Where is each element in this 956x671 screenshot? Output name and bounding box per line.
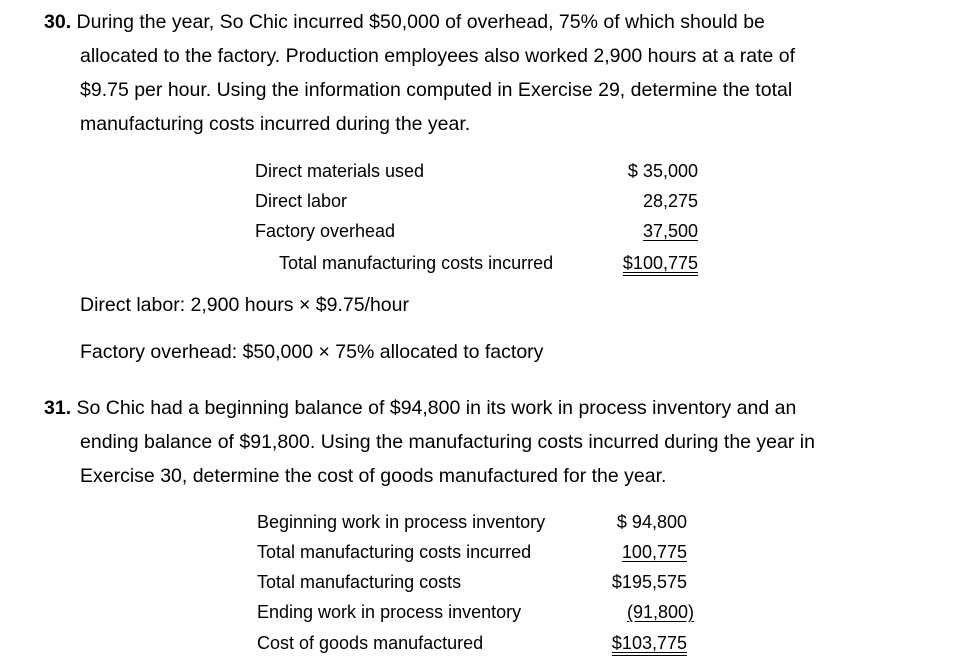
exercise-30-line-3: $9.75 per hour. Using the information computed in Exercise 29, determine the total [80,79,793,101]
row-label: Total manufacturing costs incurred [257,542,532,562]
exercise-31-line-2: ending balance of $91,800. Using the manufacturing costs incurred during the year in [80,431,815,453]
table-row [257,538,697,566]
exercise-30-line-1: 30. During the year, So Chic incurred $50,000 of overhead, 75% of which should be [44,11,765,33]
exercise-30-question [44,5,934,141]
exercise-31-table [257,508,697,663]
exercise-31-question [44,391,934,493]
table-row [257,568,697,596]
table-row [255,157,705,185]
row-amount: $100,775 [622,253,698,273]
exercise-30-table [255,157,705,281]
exercise-30-number: 30. [44,11,72,33]
row-label: Beginning work in process inventory [257,512,546,532]
exercise-31-line-3: Exercise 30, determine the cost of goods manufactured for the year. [80,465,667,487]
row-amount: 37,500 [642,221,698,241]
row-label: Direct labor [255,191,348,211]
table-row [255,187,705,215]
exercise-31-line-1: 31. So Chic had a beginning balance of $94,800 in its work in process inventory and an [44,397,797,419]
row-label: Factory overhead [255,221,396,241]
row-label: Direct materials used [255,161,425,181]
row-amount: (91,800) [626,602,694,622]
factory-overhead-note: Factory overhead: $50,000 × 75% allocated to factory [80,341,544,363]
row-amount: $195,575 [611,572,687,592]
row-label: Total manufacturing costs incurred [279,253,554,273]
row-label: Total manufacturing costs [257,572,462,592]
row-amount: $ 35,000 [627,161,698,181]
exercise-31-number: 31. [44,397,72,419]
row-amount: $103,775 [611,633,687,653]
row-amount: 100,775 [621,542,687,562]
table-row [257,598,697,626]
row-label: Cost of goods manufactured [257,633,484,653]
row-label: Ending work in process inventory [257,602,522,622]
table-row [255,217,705,245]
exercise-30-line-4: manufacturing costs incurred during the year. [80,113,471,135]
exercise-30-line-2: allocated to the factory. Production employees also worked 2,900 hours at a rate of [80,45,796,67]
table-row [255,249,705,277]
table-row [257,629,697,657]
row-amount: 28,275 [642,191,698,211]
table-row [257,508,697,536]
direct-labor-note: Direct labor: 2,900 hours × $9.75/hour [80,294,409,316]
row-amount: $ 94,800 [616,512,687,532]
